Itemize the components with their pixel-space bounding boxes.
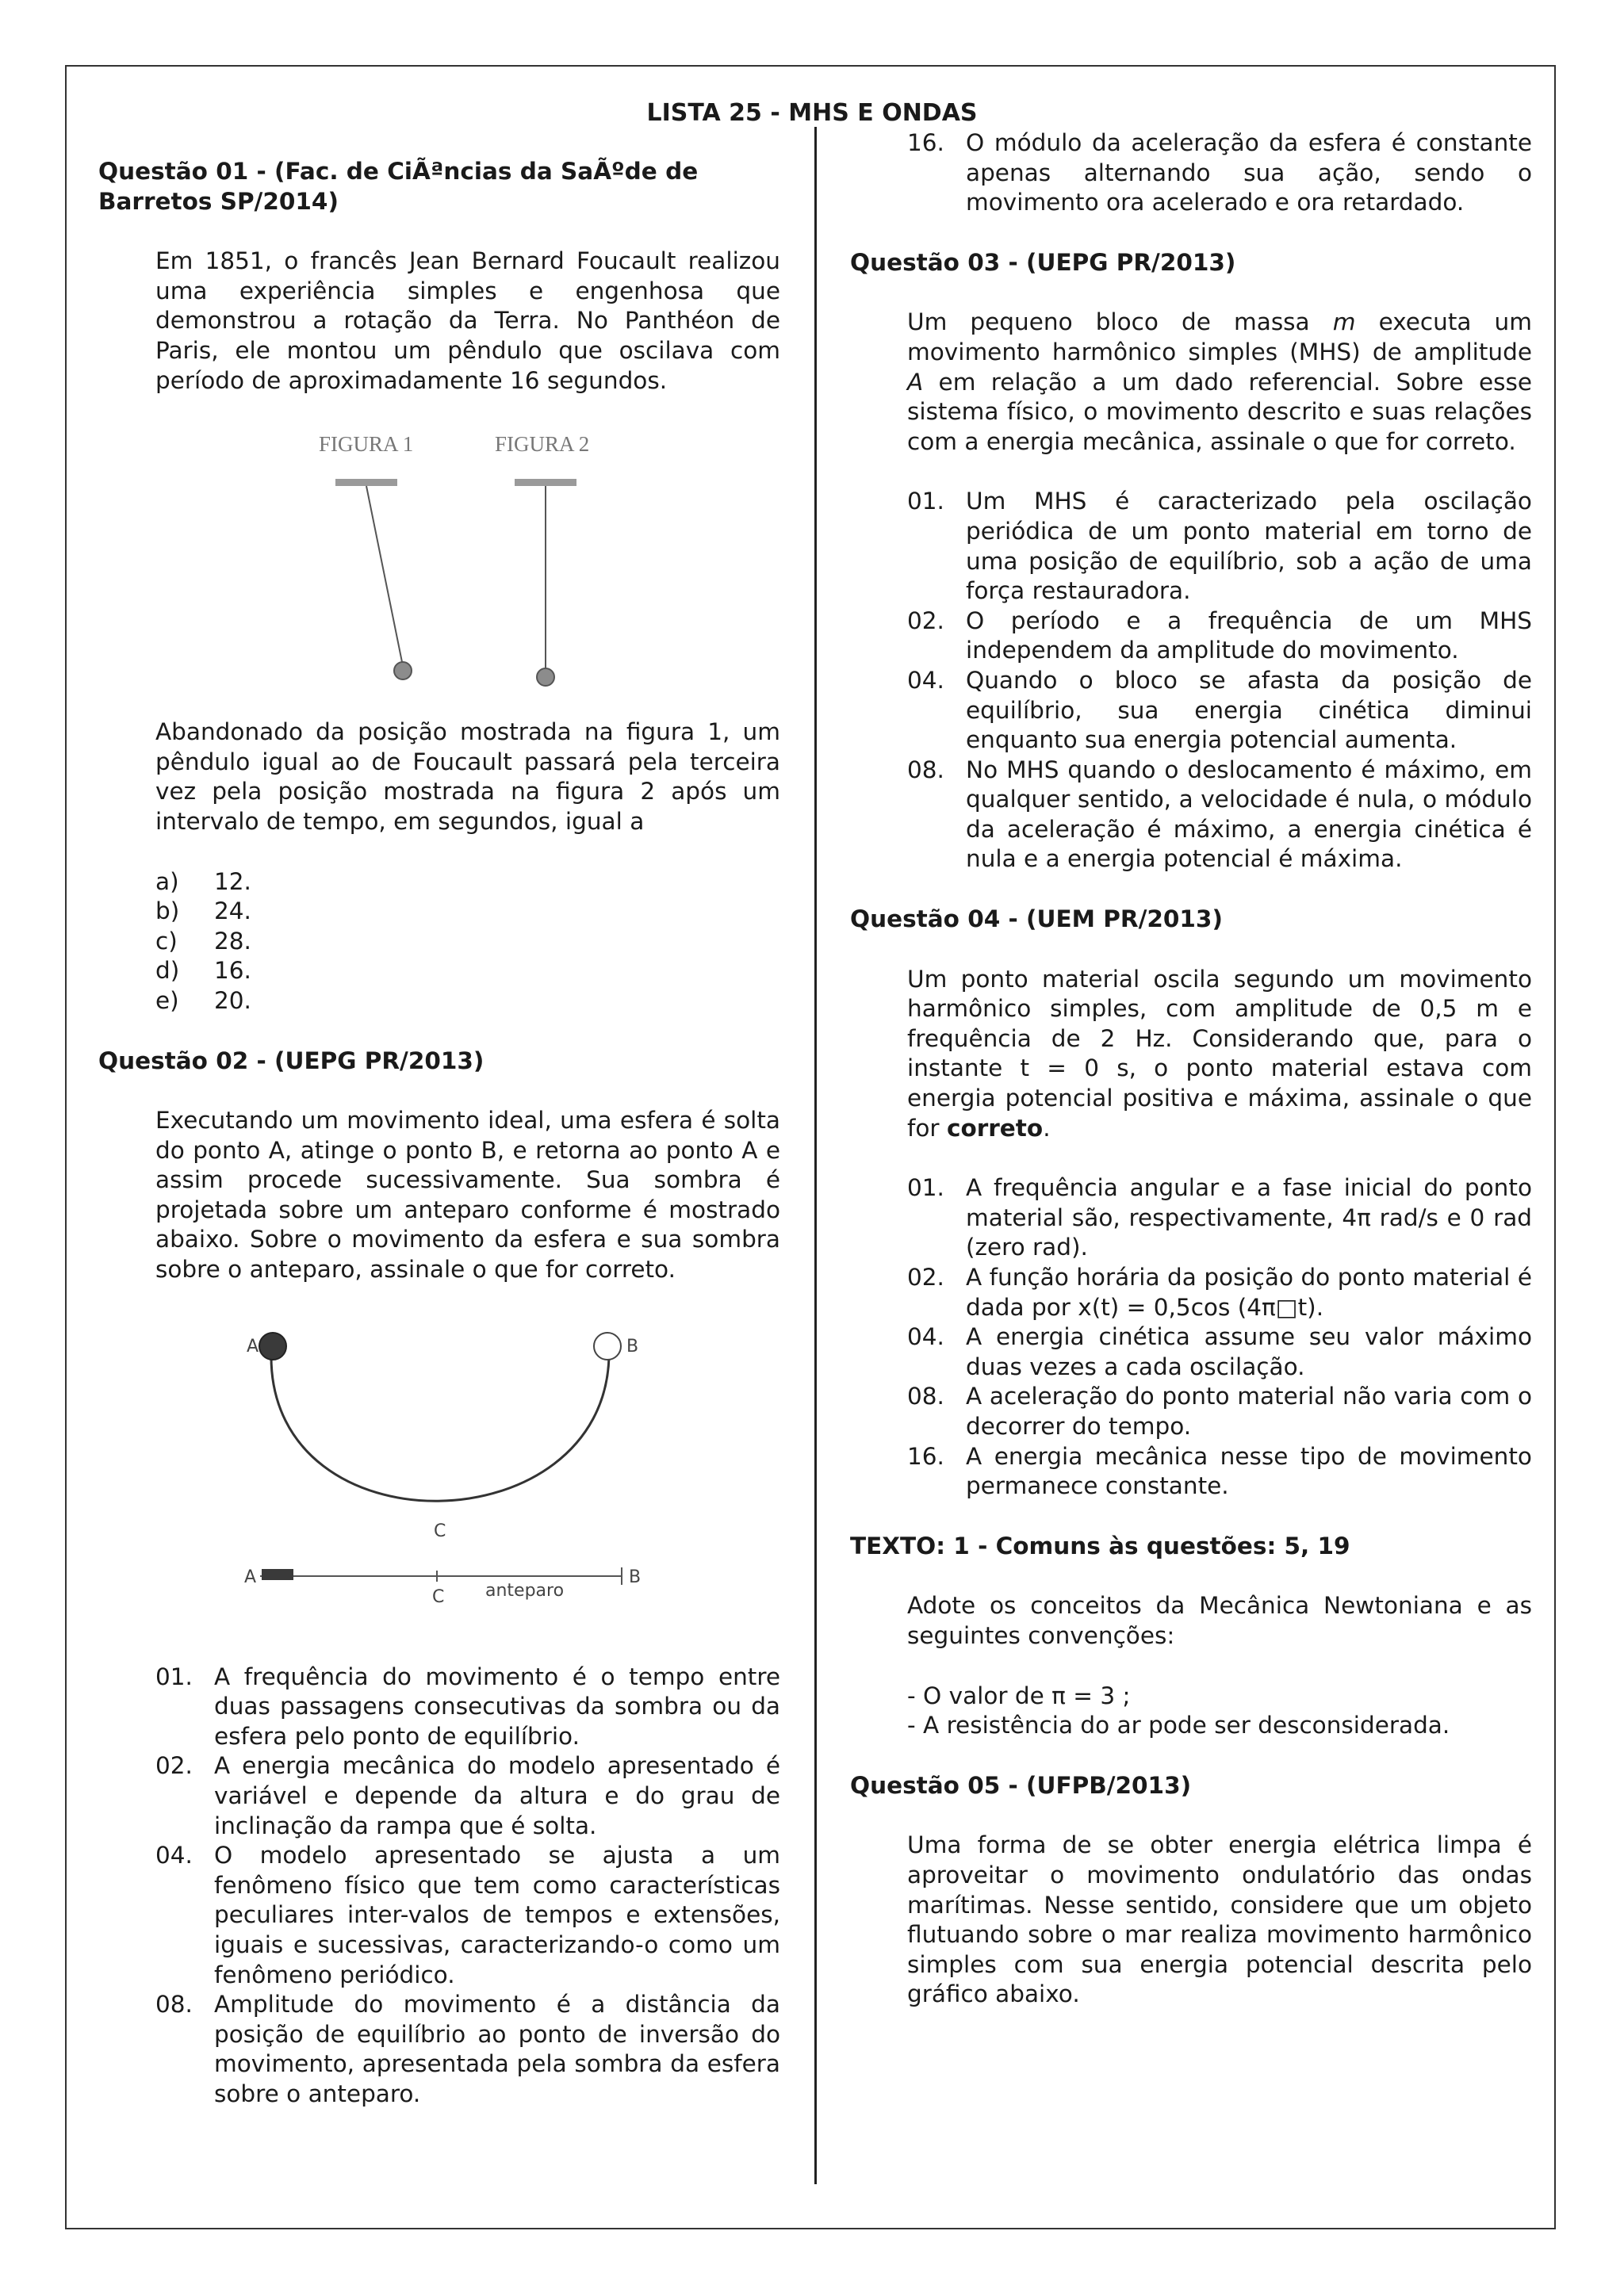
pendulum-figure bbox=[155, 426, 780, 687]
question-02-title: Questão 02 - (UEPG PR/2013) bbox=[98, 1047, 485, 1074]
q04-item-08: 08. A aceleração do ponto material não varia com o decorrer do tempo. bbox=[907, 1383, 1532, 1440]
screen-b-label: B bbox=[629, 1567, 642, 1587]
point-a-label: A bbox=[247, 1336, 259, 1357]
shadow-on-screen bbox=[262, 1569, 293, 1580]
question-04-text: Um ponto material oscila segundo um movimento harmônico simples, com amplitude de 0,5 m e frequência de 2 Hz. Considerando que, para o instante t = 0 s, o ponto material estava com energia potencial positiva e máxima, assinale o que for correto. bbox=[907, 965, 1532, 1142]
screen-a-label: A bbox=[244, 1567, 257, 1587]
question-01-text: Em 1851, o francês Jean Bernard Foucault realizou uma experiência simples e engenhosa que demonstrou a rotação da Terra. No Panthéon de Paris, ele montou um pêndulo que oscilava com período de aproximadamente 16 segundos. bbox=[155, 247, 780, 394]
question-04-items bbox=[907, 1173, 1532, 1502]
texto-1-line-air: - A resistência do ar pode ser desconsiderada. bbox=[907, 1712, 1450, 1739]
q02-item-02: 02. A energia mecânica do modelo apresentado é variável e depende da altura e do grau de inclinação da rampa que é solta. bbox=[155, 1752, 780, 1839]
texto-1-title: TEXTO: 1 - Comuns às questões: 5, 19 bbox=[850, 1532, 1350, 1559]
sphere-at-b bbox=[594, 1333, 621, 1360]
figure-1-label: FIGURA 1 bbox=[319, 432, 414, 457]
question-02-items bbox=[155, 1663, 780, 2110]
ramp-diagram bbox=[155, 1315, 780, 1632]
ramp-curve bbox=[271, 1357, 609, 1501]
question-03-text: Um pequeno bloco de massa m executa um movimento harmônico simples (MHS) de amplitude A em relação a um dado referencial. Sobre esse sistema físico, o movimento descrito e suas relações com a energia mecânica, assinale o que for correto. bbox=[907, 308, 1532, 455]
option-a: a) 12. bbox=[155, 867, 251, 895]
q02-item-08: 08. Amplitude do movimento é a distância da posição de equilíbrio ao ponto de inversão do movimento, apresentada pela sombra da esfera sobre o anteparo. bbox=[155, 1991, 780, 2107]
question-03-title: Questão 03 - (UEPG PR/2013) bbox=[850, 248, 1236, 276]
texto-1-text: Adote os conceitos da Mecânica Newtoniana e as seguintes convenções: bbox=[907, 1592, 1532, 1649]
right-column bbox=[850, 127, 1532, 2040]
q04-item-02: 02. A função horária da posição do ponto material é dada por x(t) = 0,5cos (4π□t). bbox=[907, 1264, 1532, 1321]
q03-item-04: 04. Quando o bloco se afasta da posição de equilíbrio, sua energia cinética diminui enquanto sua energia potencial aumenta. bbox=[907, 666, 1532, 754]
texto-1-line-pi: - O valor de π = 3 ; bbox=[907, 1682, 1131, 1709]
q02-item-04: 04. O modelo apresentado se ajusta a um fenômeno físico que tem como características peculiares inter-valos de tempos e extensões, iguais e sucessivas, caracterizando-o como um fenômeno periódico. bbox=[155, 1842, 780, 1988]
q04-item-16: 16. A energia mecânica nesse tipo de movimento permanece constante. bbox=[907, 1442, 1532, 1500]
option-b: b) 24. bbox=[155, 897, 251, 925]
figure-1-string bbox=[366, 486, 402, 662]
q03-item-08: 08. No MHS quando o deslocamento é máximo, em qualquer sentido, a velocidade é nula, o módulo da aceleração é máximo, a energia cinética é nula e a energia potencial é máxima. bbox=[907, 756, 1532, 873]
pendulum-diagram bbox=[155, 426, 780, 687]
sphere-at-a bbox=[259, 1333, 286, 1360]
q02-item-16: 16. O módulo da aceleração da esfera é constante apenas alternando sua ação, sendo o movimento ora acelerado e ora retardado. bbox=[907, 129, 1532, 216]
q02-item-01: 01. A frequência do movimento é o tempo entre duas passagens consecutivas da sombra ou da esfera pelo ponto de equilíbrio. bbox=[155, 1663, 780, 1750]
figure-2-label: FIGURA 2 bbox=[495, 432, 590, 457]
screen-c-label: C bbox=[432, 1586, 445, 1607]
left-column bbox=[98, 127, 780, 2140]
question-01-options bbox=[155, 867, 780, 1016]
option-e: e) 20. bbox=[155, 986, 251, 1014]
figure-1-support bbox=[335, 479, 397, 486]
q03-item-01: 01. Um MHS é caracterizado pela oscilação periódica de um ponto material em torno de uma posição de equilíbrio, sob a ação de uma força restauradora. bbox=[907, 488, 1532, 605]
q04-item-04: 04. A energia cinética assume seu valor máximo duas vezes a cada oscilação. bbox=[907, 1323, 1532, 1380]
question-01-title: Questão 01 - (Fac. de CiÃªncias da SaÃºde de Barretos SP/2014) bbox=[98, 158, 699, 215]
sphere-ramp-figure bbox=[155, 1315, 780, 1632]
question-04-title: Questão 04 - (UEM PR/2013) bbox=[850, 905, 1223, 933]
question-05-title: Questão 05 - (UFPB/2013) bbox=[850, 1771, 1192, 1799]
figure-1-bob bbox=[394, 662, 412, 679]
option-c: c) 28. bbox=[155, 927, 251, 955]
question-01-question: Abandonado da posição mostrada na figura 1, um pêndulo igual ao de Foucault passará pela terceira vez pela posição mostrada na figura 2 após um intervalo de tempo, em segundos, igual a bbox=[155, 718, 780, 835]
page-title: LISTA 25 - MHS E ONDAS bbox=[646, 99, 978, 127]
question-02-items-continued bbox=[907, 128, 1532, 218]
question-05-text: Uma forma de se obter energia elétrica limpa é aproveitar o movimento ondulatório das ondas marítimas. Nesse sentido, considere que um objeto flutuando sobre o mar realiza movimento harmônico simples com sua energia potencial descrita pelo gráfico abaixo. bbox=[907, 1831, 1532, 2008]
q03-item-02: 02. O período e a frequência de um MHS independem da amplitude do movimento. bbox=[907, 607, 1532, 664]
option-d: d) 16. bbox=[155, 957, 251, 985]
point-b-label: B bbox=[626, 1336, 639, 1357]
screen-label: anteparo bbox=[485, 1580, 565, 1601]
figure-2-bob bbox=[537, 668, 554, 686]
question-02-text: Executando um movimento ideal, uma esfera é solta do ponto A, atinge o ponto B, e retorna ao ponto A e assim procede sucessivamente. Sua sombra é projetada sobre um anteparo conforme é mostrado abaixo. Sobre o movimento da esfera e sua sombra sobre o anteparo, assinale o que for correto. bbox=[155, 1107, 780, 1284]
q04-item-01: 01. A frequência angular e a fase inicial do ponto material são, respectivamente, 4π rad/s e 0 rad (zero rad). bbox=[907, 1174, 1532, 1261]
figure-2-support bbox=[515, 479, 576, 486]
column-divider bbox=[814, 127, 817, 2184]
question-03-items bbox=[907, 487, 1532, 874]
point-c-label: C bbox=[434, 1521, 446, 1541]
